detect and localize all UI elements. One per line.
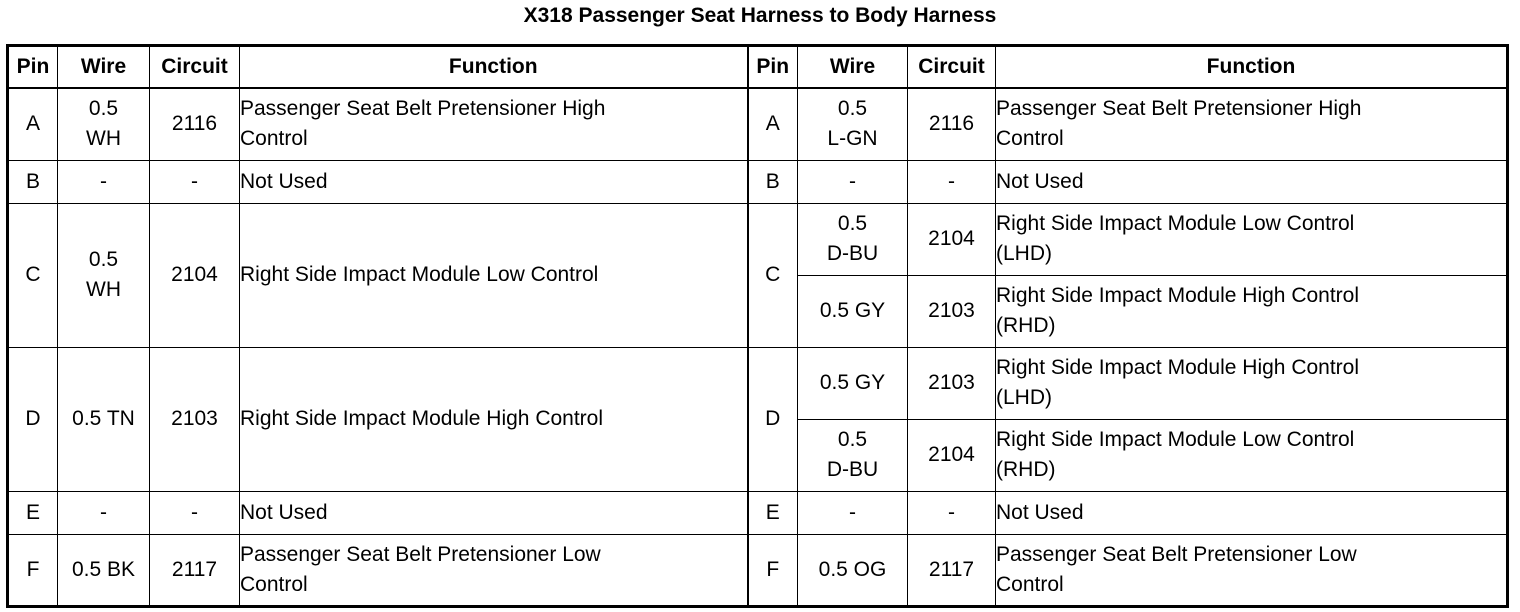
header-function-left: Function: [240, 46, 748, 89]
right-circuit-cell: 2103: [908, 275, 996, 347]
header-circuit-right: Circuit: [908, 46, 996, 89]
left-function-cell: Right Side Impact Module Low Control: [240, 203, 748, 347]
right-function-cell: [996, 203, 1508, 275]
right-pin-cell: C: [748, 203, 798, 347]
right-circuit-cell: 2104: [908, 419, 996, 491]
right-wire-cell: [798, 88, 908, 160]
function-line: Control: [240, 127, 308, 151]
function-line: (RHD): [996, 314, 1056, 337]
table-header-row: [8, 46, 1508, 89]
table-row: [8, 347, 1508, 419]
left-circuit-cell: 2103: [150, 347, 240, 491]
wire-size: 0.5: [88, 248, 119, 271]
left-wire-cell: -: [58, 491, 150, 534]
function-line: Control: [240, 572, 308, 596]
right-wire-cell: -: [798, 491, 908, 534]
table-row: [8, 491, 1508, 534]
left-pin-cell: D: [8, 347, 58, 491]
wire-color: WH: [86, 127, 121, 151]
right-wire-cell: -: [798, 160, 908, 203]
right-function-cell: [996, 419, 1508, 491]
wire-color: L-GN: [827, 127, 878, 151]
function-line: Right Side Impact Module High Control: [996, 284, 1360, 307]
left-wire-cell: 0.5 BK: [58, 534, 150, 606]
right-circuit-cell: -: [908, 160, 996, 203]
header-function-right: Function: [996, 46, 1508, 89]
right-circuit-cell: -: [908, 491, 996, 534]
function-line: Control: [996, 127, 1064, 151]
left-pin-cell: A: [8, 88, 58, 160]
right-circuit-cell: 2103: [908, 347, 996, 419]
function-line: (LHD): [996, 242, 1052, 265]
right-pin-cell: E: [748, 491, 798, 534]
left-function-cell: [240, 88, 748, 160]
header-wire-left: Wire: [58, 46, 150, 89]
right-wire-cell: [798, 419, 908, 491]
left-circuit-cell: 2104: [150, 203, 240, 347]
right-function-cell: Not Used: [996, 160, 1508, 203]
left-wire-cell: -: [58, 160, 150, 203]
left-pin-cell: E: [8, 491, 58, 534]
wire-size: 0.5: [837, 97, 868, 121]
right-circuit-cell: 2104: [908, 203, 996, 275]
right-pin-cell: D: [748, 347, 798, 491]
header-wire-right: Wire: [798, 46, 908, 89]
function-line: Passenger Seat Belt Pretensioner Low: [240, 542, 601, 566]
header-circuit-left: Circuit: [150, 46, 240, 89]
function-line: Passenger Seat Belt Pretensioner Low: [996, 542, 1357, 566]
left-wire-cell: 0.5 TN: [58, 347, 150, 491]
connector-pinout-table: [6, 44, 1509, 608]
right-function-cell: [996, 275, 1508, 347]
right-wire-cell: 0.5 GY: [798, 347, 908, 419]
function-line: Right Side Impact Module Low Control: [996, 212, 1355, 235]
right-function-cell: [996, 88, 1508, 160]
left-circuit-cell: 2117: [150, 534, 240, 606]
left-pin-cell: B: [8, 160, 58, 203]
wire-size: 0.5: [837, 212, 868, 235]
function-line: Right Side Impact Module High Control: [996, 356, 1360, 379]
left-circuit-cell: -: [150, 491, 240, 534]
right-function-cell: Not Used: [996, 491, 1508, 534]
table-row: [8, 88, 1508, 160]
right-pin-cell: B: [748, 160, 798, 203]
left-function-cell: Right Side Impact Module High Control: [240, 347, 748, 491]
left-pin-cell: F: [8, 534, 58, 606]
left-circuit-cell: 2116: [150, 88, 240, 160]
left-function-cell: Not Used: [240, 491, 748, 534]
document-title: X318 Passenger Seat Harness to Body Harness: [523, 4, 997, 27]
header-pin-right: Pin: [748, 46, 798, 89]
function-line: (LHD): [996, 386, 1052, 409]
wire-color: WH: [86, 278, 121, 301]
table-row: [8, 534, 1508, 606]
right-pin-cell: A: [748, 88, 798, 160]
left-function-cell: [240, 534, 748, 606]
right-circuit-cell: 2116: [908, 88, 996, 160]
function-line: Passenger Seat Belt Pretensioner High: [996, 97, 1362, 121]
left-circuit-cell: -: [150, 160, 240, 203]
left-function-cell: Not Used: [240, 160, 748, 203]
wire-color: D-BU: [826, 242, 879, 265]
function-line: Control: [996, 572, 1064, 596]
left-wire-cell: [58, 88, 150, 160]
function-line: Passenger Seat Belt Pretensioner High: [240, 97, 606, 121]
header-pin-left: Pin: [8, 46, 58, 89]
table-row: [8, 203, 1508, 275]
right-wire-cell: 0.5 OG: [798, 534, 908, 606]
right-circuit-cell: 2117: [908, 534, 996, 606]
right-function-cell: [996, 347, 1508, 419]
table-row: [8, 160, 1508, 203]
left-pin-cell: C: [8, 203, 58, 347]
right-wire-cell: 0.5 GY: [798, 275, 908, 347]
function-line: Right Side Impact Module Low Control: [996, 428, 1355, 451]
right-wire-cell: [798, 203, 908, 275]
wire-size: 0.5: [837, 428, 868, 451]
left-wire-cell: [58, 203, 150, 347]
wire-color: D-BU: [826, 458, 879, 481]
wire-size: 0.5: [88, 97, 119, 121]
right-pin-cell: F: [748, 534, 798, 606]
right-function-cell: [996, 534, 1508, 606]
function-line: (RHD): [996, 458, 1056, 481]
